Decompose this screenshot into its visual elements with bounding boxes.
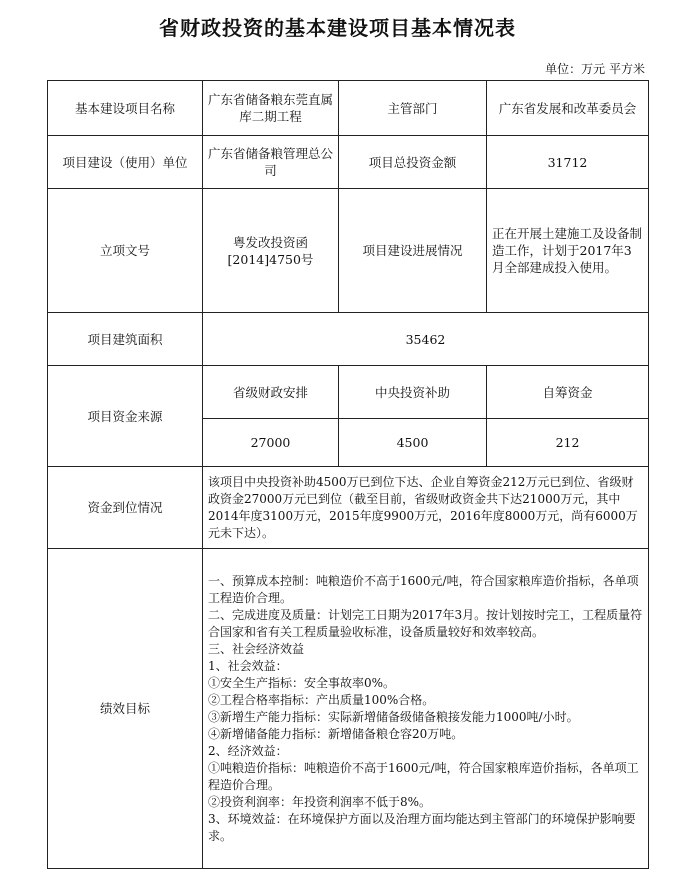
perf-line: 3、环境效益：在环境保护方面以及治理方面均能达到主管部门的环境保护影响要求。 [208,811,636,843]
approval-value: 粤发改投资函[2014]4750号 [203,189,339,313]
source-header-provincial: 省级财政安排 [203,366,339,419]
table-row [48,313,649,366]
unit-label: 项目建设（使用）单位 [48,136,203,189]
unit-note: 单位：万元 平方米 [545,62,645,76]
progress-label: 项目建设进展情况 [339,189,487,313]
perf-line: ②投资利润率：年投资利润率不低于8%。 [208,794,432,809]
source-header-central: 中央投资补助 [339,366,487,419]
perf-label: 绩效目标 [48,549,203,869]
total-label: 项目总投资金额 [339,136,487,189]
source-value-central: 4500 [339,419,487,467]
dept-value: 广东省发展和改革委员会 [487,81,649,136]
table-row [48,81,649,136]
table-row [48,467,649,549]
area-label: 项目建筑面积 [48,313,203,366]
perf-line: 三、社会经济效益 [208,641,305,656]
perf-line: 1、社会效益： [208,658,288,673]
perf-line: 2、经济效益： [208,743,288,758]
table-row [48,189,649,313]
perf-line: 二、完成进度及质量：计划完工日期为2017年3月。按计划按时完工，工程质量符合国家和省有关工程质量验收标准，设备质量较好和效率较高。 [208,607,643,639]
perf-line: 一、预算成本控制：吨粮造价不高于1600元/吨，符合国家粮库造价指标，各单项工程造价合理。 [208,573,639,605]
project-name-label: 基本建设项目名称 [48,81,203,136]
total-value: 31712 [487,136,649,189]
progress-value: 正在开展土建施工及设备制造工作，计划于2017年3月全部建成投入使用。 [487,189,649,313]
source-label: 项目资金来源 [48,366,203,467]
approval-label: 立项文号 [48,189,203,313]
table-row [48,549,649,869]
source-value-provincial: 27000 [203,419,339,467]
perf-line: ①安全生产指标：安全事故率0%。 [208,675,396,690]
source-header-self: 自筹资金 [487,366,649,419]
perf-content [203,549,649,869]
area-value: 35462 [203,313,649,366]
project-name-value: 广东省储备粮东莞直属库二期工程 [203,81,339,136]
arrival-label: 资金到位情况 [48,467,203,549]
table-row [48,366,649,419]
perf-line: ①吨粮造价指标：吨粮造价不高于1600元/吨，符合国家粮库造价指标，各单项工程造价合理。 [208,760,639,792]
perf-line: ②工程合格率指标：产出质量100%合格。 [208,692,435,707]
source-value-self: 212 [487,419,649,467]
perf-line: ③新增生产能力指标：实际新增储备级储备粮接发能力1000吨/小时。 [208,709,579,724]
unit-value: 广东省储备粮管理总公司 [203,136,339,189]
project-info-table [47,80,649,869]
table-row [48,136,649,189]
arrival-value: 该项目中央投资补助4500万已到位下达、企业自筹资金212万元已到位、省级财政资金27000万元已到位（截至目前，省级财政资金共下达21000万元，其中2014年度3100万元，2015年度9900万元，2016年度8000万元，尚有6000万元未下达）。 [203,467,649,549]
page-title: 省财政投资的基本建设项目基本情况表 [159,16,516,40]
dept-label: 主管部门 [339,81,487,136]
perf-line: ④新增储备能力指标：新增储备粮仓容20万吨。 [208,726,464,741]
